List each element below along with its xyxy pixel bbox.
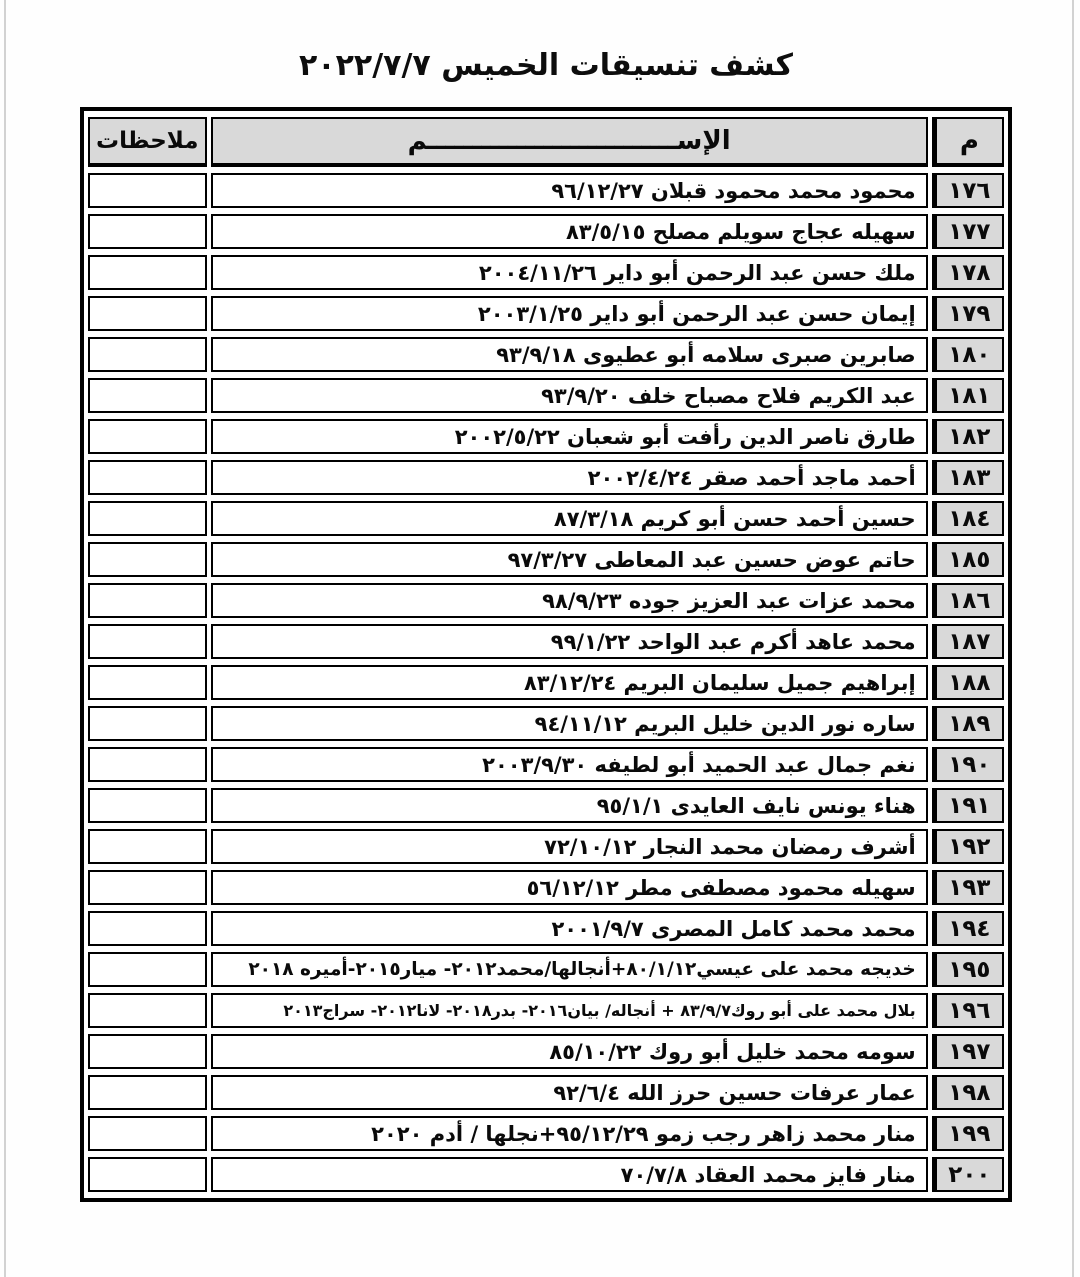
page-title: كشف تنسيقات الخميس ٢٠٢٢/٧/٧ (298, 48, 794, 83)
notes-cell (88, 542, 207, 577)
row-number-cell: ١٨٣ (932, 460, 1004, 495)
notes-cell (88, 993, 207, 1028)
row-number-cell: ١٩٣ (932, 870, 1004, 905)
table-row (88, 1116, 1004, 1151)
notes-cell (88, 747, 207, 782)
row-number-cell: ١٨٠ (932, 337, 1004, 372)
notes-cell (88, 952, 207, 987)
table-row (88, 788, 1004, 823)
name-cell: نغم جمال عبد الحميد أبو لطيفه ٢٠٠٣/٩/٣٠ (211, 747, 928, 782)
notes-cell (88, 460, 207, 495)
notes-cell (88, 378, 207, 413)
notes-cell (88, 419, 207, 454)
name-cell: إبراهيم جميل سليمان البريم ٨٣/١٢/٢٤ (211, 665, 928, 700)
name-cell: أشرف رمضان محمد النجار ٧٢/١٠/١٢ (211, 829, 928, 864)
name-cell: حسين أحمد حسن أبو كريم ٨٧/٣/١٨ (211, 501, 928, 536)
notes-cell (88, 665, 207, 700)
row-number-cell: ١٨١ (932, 378, 1004, 413)
notes-cell (88, 501, 207, 536)
row-number-cell: ١٩٦ (932, 993, 1004, 1028)
header-row (88, 117, 1004, 167)
row-number-cell: ١٧٩ (932, 296, 1004, 331)
table-row (88, 583, 1004, 618)
table-row (88, 870, 1004, 905)
name-cell: محمد محمد كامل المصرى ٢٠٠١/٩/٧ (211, 911, 928, 946)
row-number-cell: ١٨٧ (932, 624, 1004, 659)
name-cell: عبد الكريم فلاح مصباح خلف ٩٣/٩/٢٠ (211, 378, 928, 413)
table-row (88, 911, 1004, 946)
row-number-cell: ١٨٨ (932, 665, 1004, 700)
row-number-cell: ١٩٩ (932, 1116, 1004, 1151)
name-cell: محمد عاهد أكرم عبد الواحد ٩٩/١/٢٢ (211, 624, 928, 659)
notes-cell (88, 829, 207, 864)
notes-cell (88, 173, 207, 208)
row-number-cell: ١٧٨ (932, 255, 1004, 290)
table-row (88, 624, 1004, 659)
notes-cell (88, 870, 207, 905)
row-number-cell: ١٨٩ (932, 706, 1004, 741)
roster-table (80, 107, 1012, 1202)
table-row (88, 378, 1004, 413)
row-number-cell: ١٩٢ (932, 829, 1004, 864)
notes-cell (88, 1157, 207, 1192)
page-edge-line-right (1072, 0, 1074, 1277)
name-cell: عمار عرفات حسين حرز الله ٩٢/٦/٤ (211, 1075, 928, 1110)
name-cell: هناء يونس نايف العايدى ٩٥/١/١ (211, 788, 928, 823)
name-cell: سهيله محمود مصطفى مطر ٥٦/١٢/١٢ (211, 870, 928, 905)
notes-cell (88, 1075, 207, 1110)
name-cell: سومه محمد خليل أبو روك ٨٥/١٠/٢٢ (211, 1034, 928, 1069)
notes-cell (88, 1034, 207, 1069)
table-row (88, 419, 1004, 454)
table-row (88, 665, 1004, 700)
row-number-cell: ١٩٤ (932, 911, 1004, 946)
name-cell: أحمد ماجد أحمد صقر ٢٠٠٢/٤/٢٤ (211, 460, 928, 495)
name-cell: منار محمد زاهر رجب زمو ٩٥/١٢/٢٩+نجلها / أدم ٢٠٢٠ (211, 1116, 928, 1151)
row-number-cell: ١٩٨ (932, 1075, 1004, 1110)
row-number-cell: ١٩١ (932, 788, 1004, 823)
row-number-cell: ١٨٢ (932, 419, 1004, 454)
header-notes: ملاحظات (88, 117, 207, 167)
table-row (88, 173, 1004, 208)
table-row (88, 501, 1004, 536)
notes-cell (88, 624, 207, 659)
page-edge-line-left (4, 0, 6, 1277)
name-cell: حاتم عوض حسين عبد المعاطى ٩٧/٣/٢٧ (211, 542, 928, 577)
row-number-cell: ١٨٤ (932, 501, 1004, 536)
header-name: الإســــــــــــــــــــــــــــم (211, 117, 928, 167)
name-cell: إيمان حسن عبد الرحمن أبو داير ٢٠٠٣/١/٢٥ (211, 296, 928, 331)
table-row (88, 214, 1004, 249)
name-cell: ساره نور الدين خليل البريم ٩٤/١١/١٢ (211, 706, 928, 741)
row-number-cell: ١٧٧ (932, 214, 1004, 249)
roster-body (88, 173, 1004, 1192)
table-row (88, 1034, 1004, 1069)
name-cell: سهيله عجاج سويلم مصلح ٨٣/٥/١٥ (211, 214, 928, 249)
notes-cell (88, 583, 207, 618)
table-row (88, 1157, 1004, 1192)
notes-cell (88, 296, 207, 331)
row-number-cell: ٢٠٠ (932, 1157, 1004, 1192)
notes-cell (88, 788, 207, 823)
table-row (88, 542, 1004, 577)
table-row (88, 255, 1004, 290)
name-cell: صابرين صبرى سلامه أبو عطيوى ٩٣/٩/١٨ (211, 337, 928, 372)
row-number-cell: ١٨٦ (932, 583, 1004, 618)
name-cell: بلال محمد على أبو روك٨٣/٩/٧ + أنجاله/ بيان٢٠١٦- بدر٢٠١٨- لانا٢٠١٢- سراج٢٠١٣ (211, 993, 928, 1028)
row-number-cell: ١٧٦ (932, 173, 1004, 208)
name-cell: خديجه محمد على عيسي٨٠/١/١٢+أنجالها/محمد٢٠١٢- ميار٢٠١٥-أميره ٢٠١٨ (211, 952, 928, 987)
notes-cell (88, 1116, 207, 1151)
notes-cell (88, 255, 207, 290)
name-cell: طارق ناصر الدين رأفت أبو شعبان ٢٠٠٢/٥/٢٢ (211, 419, 928, 454)
notes-cell (88, 706, 207, 741)
table-row (88, 337, 1004, 372)
table-row (88, 1075, 1004, 1110)
table-row (88, 952, 1004, 987)
table-row (88, 706, 1004, 741)
row-number-cell: ١٨٥ (932, 542, 1004, 577)
notes-cell (88, 214, 207, 249)
notes-cell (88, 337, 207, 372)
header-number: م (932, 117, 1004, 167)
table-row (88, 460, 1004, 495)
table-row (88, 296, 1004, 331)
name-cell: منار فايز محمد العقاد ٧٠/٧/٨ (211, 1157, 928, 1192)
name-cell: ملك حسن عبد الرحمن أبو داير ٢٠٠٤/١١/٢٦ (211, 255, 928, 290)
table-row (88, 829, 1004, 864)
table-row (88, 993, 1004, 1028)
table-row (88, 747, 1004, 782)
row-number-cell: ١٩٧ (932, 1034, 1004, 1069)
row-number-cell: ١٩٥ (932, 952, 1004, 987)
row-number-cell: ١٩٠ (932, 747, 1004, 782)
name-cell: محمد عزات عبد العزيز جوده ٩٨/٩/٢٣ (211, 583, 928, 618)
name-cell: محمود محمد محمود قبلان ٩٦/١٢/٢٧ (211, 173, 928, 208)
notes-cell (88, 911, 207, 946)
